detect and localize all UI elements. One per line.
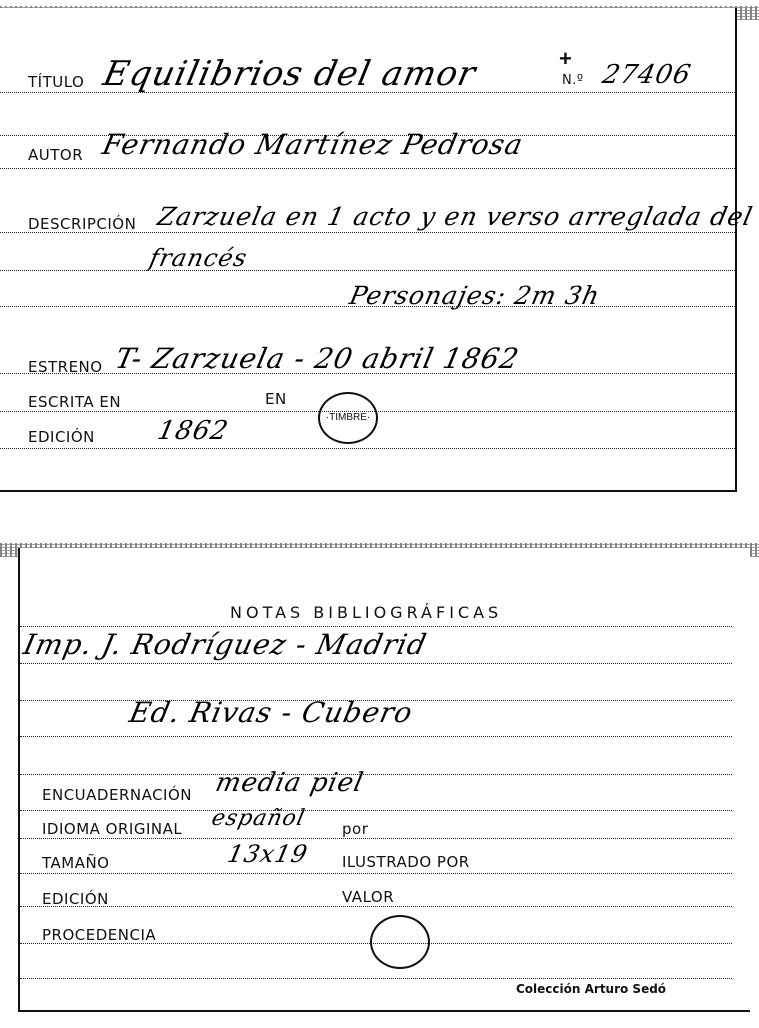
colophon: Colección Arturo Sedó <box>516 982 667 996</box>
en-label: EN <box>265 390 287 408</box>
cross-mark: + <box>559 46 572 71</box>
valor-label: VALOR <box>342 888 395 906</box>
numero-label: N.º <box>562 73 584 88</box>
catalog-card-back <box>18 548 750 1012</box>
rule-line <box>20 978 732 979</box>
titulo-value: Equilibrios del amor <box>99 54 480 94</box>
edicion-label: EDICIÓN <box>28 428 95 446</box>
empty-stamp-circle <box>370 915 430 969</box>
tamano-label: TAMAÑO <box>42 854 110 872</box>
idioma-original-value: español <box>209 806 308 831</box>
procedencia-label: PROCEDENCIA <box>42 926 157 944</box>
rule-line <box>20 663 732 664</box>
tamano-value: 13x19 <box>225 840 311 868</box>
idioma-original-label: IDIOMA ORIGINAL <box>42 820 183 838</box>
edicion-label-2: EDICIÓN <box>42 890 109 908</box>
autor-value: Fernando Martínez Pedrosa <box>99 128 527 161</box>
rule-line <box>20 906 732 907</box>
descripcion-value-line2: francés <box>147 244 251 272</box>
rule-line <box>0 270 735 271</box>
encuadernacion-value: media piel <box>212 768 367 798</box>
encuadernacion-label: ENCUADERNACIÓN <box>42 786 193 804</box>
notas-heading: NOTAS BIBLIOGRÁFICAS <box>230 603 503 622</box>
autor-label: AUTOR <box>28 146 84 164</box>
por-label: por <box>342 820 369 838</box>
descripcion-label: DESCRIPCIÓN <box>28 215 137 233</box>
notes-line-1: Imp. J. Rodríguez - Madrid <box>20 628 430 661</box>
library-stamp: ·TIMBRE· <box>318 392 378 444</box>
estreno-label: ESTRENO <box>28 358 103 376</box>
rule-line <box>20 736 732 737</box>
rule-line <box>20 838 732 839</box>
personajes-value: Personajes: 2m 3h <box>346 281 603 310</box>
escrita-en-label: ESCRITA EN <box>28 393 122 411</box>
rule-line <box>20 774 732 775</box>
rule-line <box>0 448 735 449</box>
rule-line <box>20 626 732 627</box>
titulo-label: TÍTULO <box>28 73 85 91</box>
descripcion-value-line1: Zarzuela en 1 acto y en verso arreglada del <box>154 202 756 231</box>
edicion-value: 1862 <box>154 416 232 446</box>
catalog-card-front <box>0 8 756 492</box>
notes-line-2: Ed. Rivas - Cubero <box>126 696 417 729</box>
rule-line <box>20 873 732 874</box>
numero-value: 27406 <box>599 60 694 90</box>
ilustrado-por-label: ILUSTRADO POR <box>342 853 470 871</box>
rule-line <box>20 810 732 811</box>
rule-line <box>0 168 735 169</box>
estreno-value: T- Zarzuela - 20 abril 1862 <box>112 342 523 375</box>
